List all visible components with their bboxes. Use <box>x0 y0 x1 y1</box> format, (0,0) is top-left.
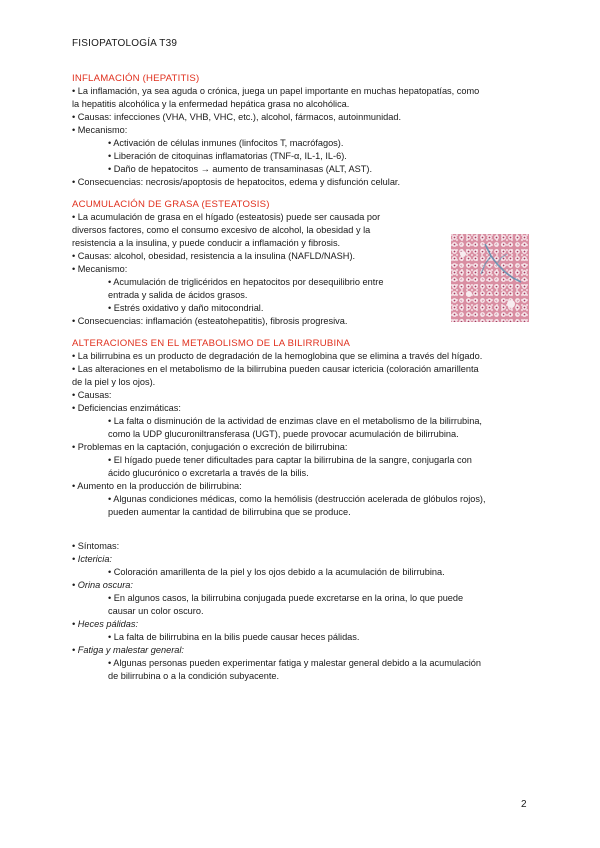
bullet-aumento: • Aumento en la producción de bilirrubina: <box>72 481 242 491</box>
sub-bullet-continuation: como la UDP glucuroniltransferasa (UGT), puede provocar acumulación de bilirrubina. <box>108 429 459 439</box>
symptom-ictericia: • Ictericia: <box>72 554 112 564</box>
section-title-esteatosis: ACUMULACIÓN DE GRASA (ESTEATOSIS) <box>72 199 270 210</box>
sub-bullet: • Acumulación de triglicéridos en hepatocitos por desequilibrio entre <box>108 277 384 287</box>
bullet-causas: • Causas: infecciones (VHA, VHB, VHC, etc.), alcohol, fármacos, autoinmunidad. <box>72 112 402 122</box>
sub-bullet: • El hígado puede tener dificultades para captar la bilirrubina de la sangre, conjugarla con <box>108 455 472 465</box>
sub-bullet: • Daño de hepatocitos → aumento de transaminasas (ALT, AST). <box>108 164 373 174</box>
bullet-problemas: • Problemas en la captación, conjugación o excreción de bilirrubina: <box>72 442 348 452</box>
sub-bullet: • Liberación de citoquinas inflamatorias (TNF-α, IL-1, IL-6). <box>108 151 347 161</box>
sub-bullet: • En algunos casos, la bilirrubina conjugada puede excretarse en la orina, lo que puede <box>108 593 464 603</box>
sub-bullet: • Activación de células inmunes (linfocitos T, macrófagos). <box>108 138 344 148</box>
sub-bullet: • La falta de bilirrubina en la bilis puede causar heces pálidas. <box>108 632 360 642</box>
bullet-sintomas: • Síntomas: <box>72 541 120 551</box>
sub-bullet: • Algunas condiciones médicas, como la hemólisis (destrucción acelerada de glóbulos rojos), <box>108 494 486 504</box>
bullet-mecanismo: • Mecanismo: <box>72 264 128 274</box>
sub-bullet: • Coloración amarillenta de la piel y los ojos debido a la acumulación de bilirrubina. <box>108 567 445 577</box>
symptom-orina-oscura: • Orina oscura: <box>72 580 133 590</box>
sub-bullet-continuation: entrada y salida de ácidos grasos. <box>108 290 248 300</box>
paragraph-line: la hepatitis alcohólica y la enfermedad hepática grasa no alcohólica. <box>72 99 350 109</box>
document-body <box>72 72 532 683</box>
sub-bullet-continuation: pueden aumentar la cantidad de bilirrubina que se produce. <box>108 507 351 517</box>
sub-bullet-continuation: ácido glucurónico o excretarla a través de la bilis. <box>108 468 309 478</box>
page-number: 2 <box>521 799 527 810</box>
bullet-deficiencias: • Deficiencias enzimáticas: <box>72 403 181 413</box>
sub-bullet-continuation: causar un color oscuro. <box>108 606 204 616</box>
symptom-fatiga: • Fatiga y malestar general: <box>72 645 184 655</box>
sub-bullet: • La falta o disminución de la actividad de enzimas clave en el metabolismo de la bilirrubina, <box>108 416 482 426</box>
sub-bullet-continuation: de bilirrubina o a la condición subyacente. <box>108 671 280 681</box>
paragraph-line: • La acumulación de grasa en el hígado (esteatosis) puede ser causada por <box>72 212 381 222</box>
document-header: FISIOPATOLOGÍA T39 <box>72 38 178 49</box>
bullet-causas: • Causas: <box>72 390 112 400</box>
section-title-inflamacion: INFLAMACIÓN (HEPATITIS) <box>72 73 200 84</box>
paragraph-line: resistencia a la insulina, y puede conducir a inflamación y fibrosis. <box>72 238 341 248</box>
bullet-causas: • Causas: alcohol, obesidad, resistencia a la insulina (NAFLD/NASH). <box>72 251 356 261</box>
sub-bullet: • Estrés oxidativo y daño mitocondrial. <box>108 303 264 313</box>
histology-micrograph-icon <box>451 234 529 322</box>
histology-image <box>451 234 529 322</box>
paragraph-line: • La inflamación, ya sea aguda o crónica, juega un papel importante en muchas hepatopatías, como <box>72 86 480 96</box>
paragraph-line: • La bilirrubina es un producto de degradación de la hemoglobina que se elimina a través del hígado. <box>72 351 483 361</box>
sub-bullet: • Algunas personas pueden experimentar fatiga y malestar general debido a la acumulación <box>108 658 481 668</box>
bullet-consecuencias: • Consecuencias: necrosis/apoptosis de hepatocitos, edema y disfunción celular. <box>72 177 401 187</box>
bullet-consecuencias: • Consecuencias: inflamación (esteatohepatitis), fibrosis progresiva. <box>72 316 348 326</box>
paragraph-line: diversos factores, como el consumo excesivo de alcohol, la obesidad y la <box>72 225 371 235</box>
symptom-heces-palidas: • Heces pálidas: <box>72 619 139 629</box>
paragraph-line: • Las alteraciones en el metabolismo de la bilirrubina pueden causar ictericia (coloración amarillenta <box>72 364 479 374</box>
bullet-mecanismo: • Mecanismo: <box>72 125 128 135</box>
paragraph-line: de la piel y los ojos). <box>72 377 156 387</box>
section-title-bilirrubina: ALTERACIONES EN EL METABOLISMO DE LA BILIRRUBINA <box>72 338 351 349</box>
